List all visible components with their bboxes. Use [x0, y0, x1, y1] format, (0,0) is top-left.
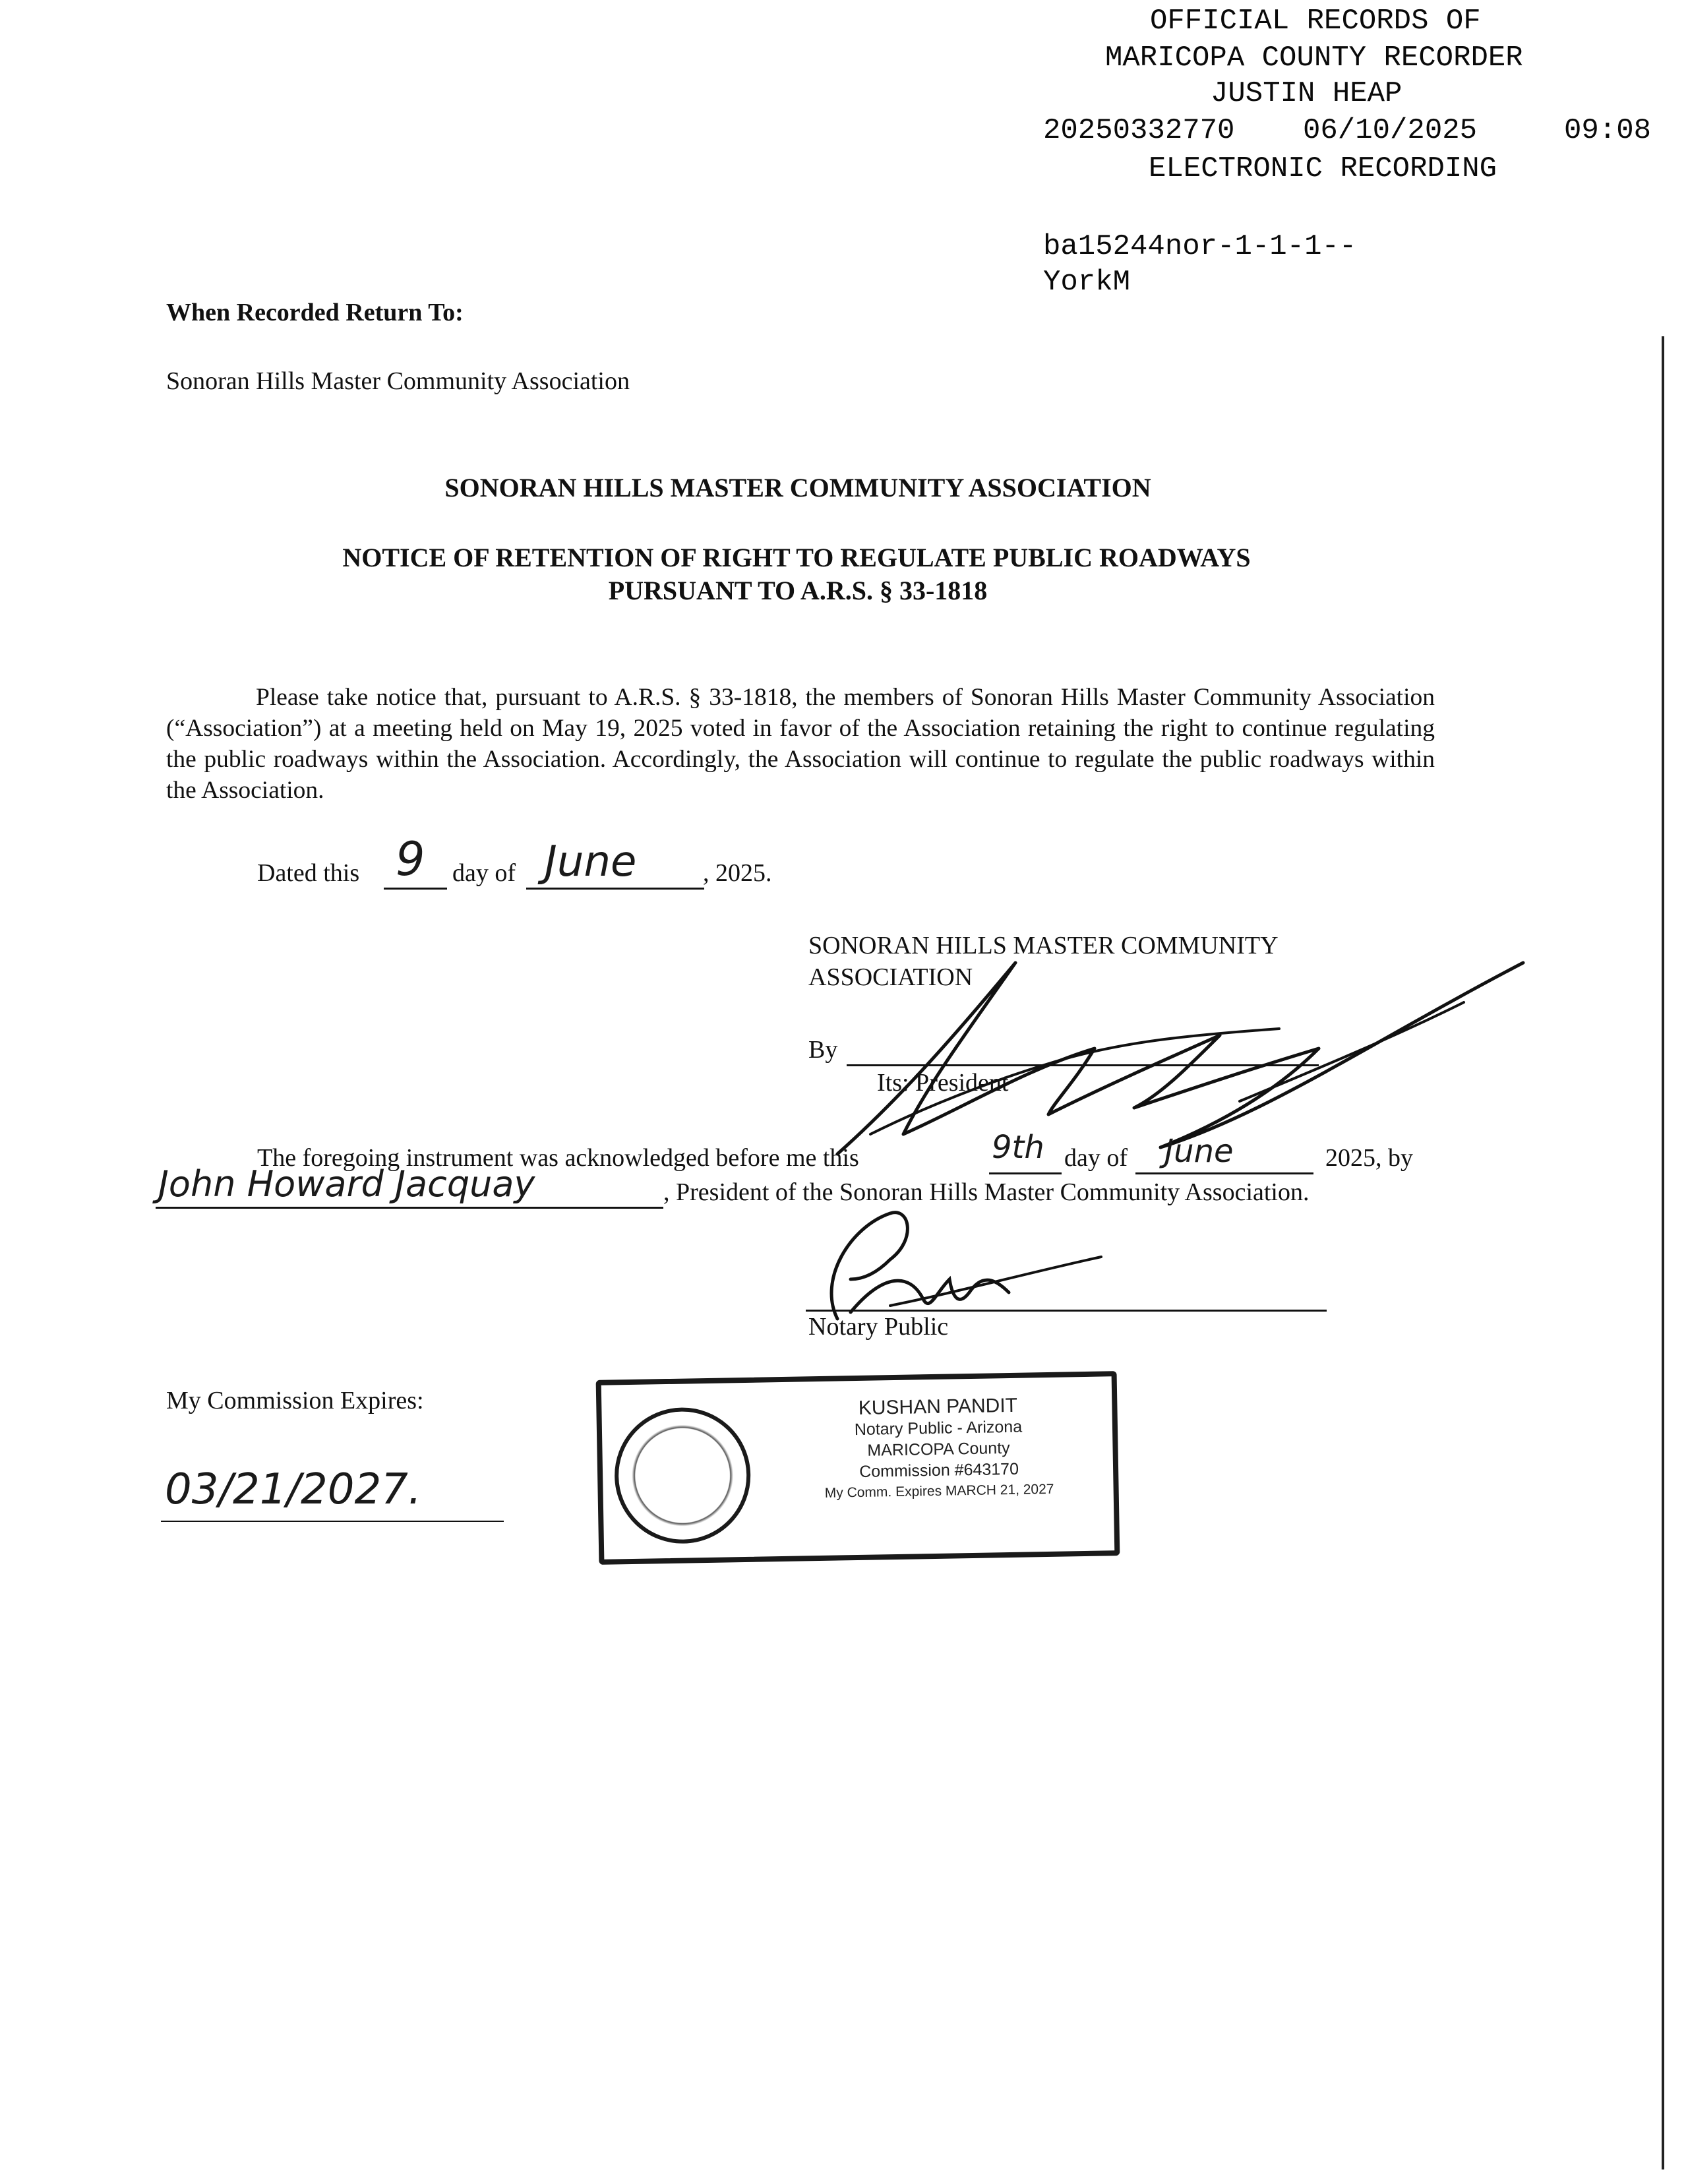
recorder-line-2: MARICOPA COUNTY RECORDER [1105, 42, 1523, 75]
ack-middle: day of [1064, 1144, 1128, 1172]
commission-label: My Commission Expires: [166, 1387, 424, 1414]
recorder-batch: ba15244nor-1-1-1-- [1043, 230, 1357, 263]
scan-edge-line [1662, 336, 1664, 2169]
recorder-line-5: ELECTRONIC RECORDING [1149, 152, 1497, 185]
return-to-name: Sonoran Hills Master Community Association [166, 367, 630, 395]
recorder-date: 06/10/2025 [1303, 114, 1478, 147]
return-to-label: When Recorded Return To: [166, 299, 464, 326]
ack-day-line [989, 1172, 1062, 1174]
entity-line-1: SONORAN HILLS MASTER COMMUNITY [808, 932, 1279, 959]
recorder-time: 09:08 [1564, 114, 1652, 147]
ack-suffix: , President of the Sonoran Hills Master Community Association. [663, 1178, 1310, 1206]
stamp-name: KUSHAN PANDIT [858, 1394, 1018, 1419]
ack-signer-line [156, 1207, 663, 1209]
dated-day-handwritten: 9 [396, 832, 425, 886]
dated-middle: day of [452, 859, 516, 887]
stamp-line-4: Commission #643170 [859, 1459, 1019, 1481]
dated-suffix: , 2025. [703, 859, 772, 887]
dated-month-line [526, 888, 704, 890]
dated-month-handwritten: June [545, 837, 637, 886]
ack-month-line [1135, 1172, 1313, 1174]
ack-prefix: The foregoing instrument was acknowledged before me this [257, 1144, 859, 1172]
stamp-text [766, 1393, 1111, 1505]
notice-paragraph: Please take notice that, pursuant to A.R.S. § 33-1818, the members of Sonoran Hills Master Community Association (“Association”) at a meeting held on May 19, 2025 voted in favor of the Association retaining the right to continue regulating the public roadways within the Association. Accordingly, the Association will continue to regulate the public roadways within the Association. [166, 684, 1435, 804]
ack-day-handwritten: 9th [992, 1129, 1044, 1166]
association-heading: SONORAN HILLS MASTER COMMUNITY ASSOCIATION [444, 473, 1151, 502]
recorder-line-1: OFFICIAL RECORDS OF [1150, 5, 1481, 38]
entity-line-2: ASSOCIATION [808, 963, 973, 991]
recorder-line-3: JUSTIN HEAP [1211, 77, 1402, 110]
stamp-line-3: MARICOPA County [867, 1438, 1010, 1460]
commission-date-handwritten: 03/21/2027. [165, 1465, 422, 1514]
recorder-clerk: YorkM [1043, 266, 1131, 299]
notary-signature-line [806, 1310, 1327, 1312]
ack-signer-handwritten: John Howard Jacquay [158, 1163, 535, 1205]
ack-month-handwritten: June [1164, 1133, 1234, 1170]
recorder-fee-number: 20250332770 [1043, 114, 1235, 147]
by-label: By [808, 1036, 838, 1064]
notice-title-line-2: PURSUANT TO A.R.S. § 33-1818 [608, 576, 988, 605]
state-seal-icon [613, 1407, 752, 1545]
dated-day-line [384, 888, 447, 890]
dated-prefix: Dated this [257, 859, 360, 887]
notary-stamp [596, 1371, 1120, 1565]
ack-year-suffix: 2025, by [1325, 1144, 1413, 1172]
stamp-line-5: My Comm. Expires MARCH 21, 2027 [824, 1481, 1054, 1501]
signer-title: Its: President [877, 1069, 1009, 1097]
commission-date-line [161, 1521, 504, 1522]
stamp-line-2: Notary Public - Arizona [854, 1417, 1023, 1440]
notary-label: Notary Public [808, 1313, 949, 1341]
notice-title-line-1: NOTICE OF RETENTION OF RIGHT TO REGULATE PUBLIC ROADWAYS [342, 543, 1251, 572]
